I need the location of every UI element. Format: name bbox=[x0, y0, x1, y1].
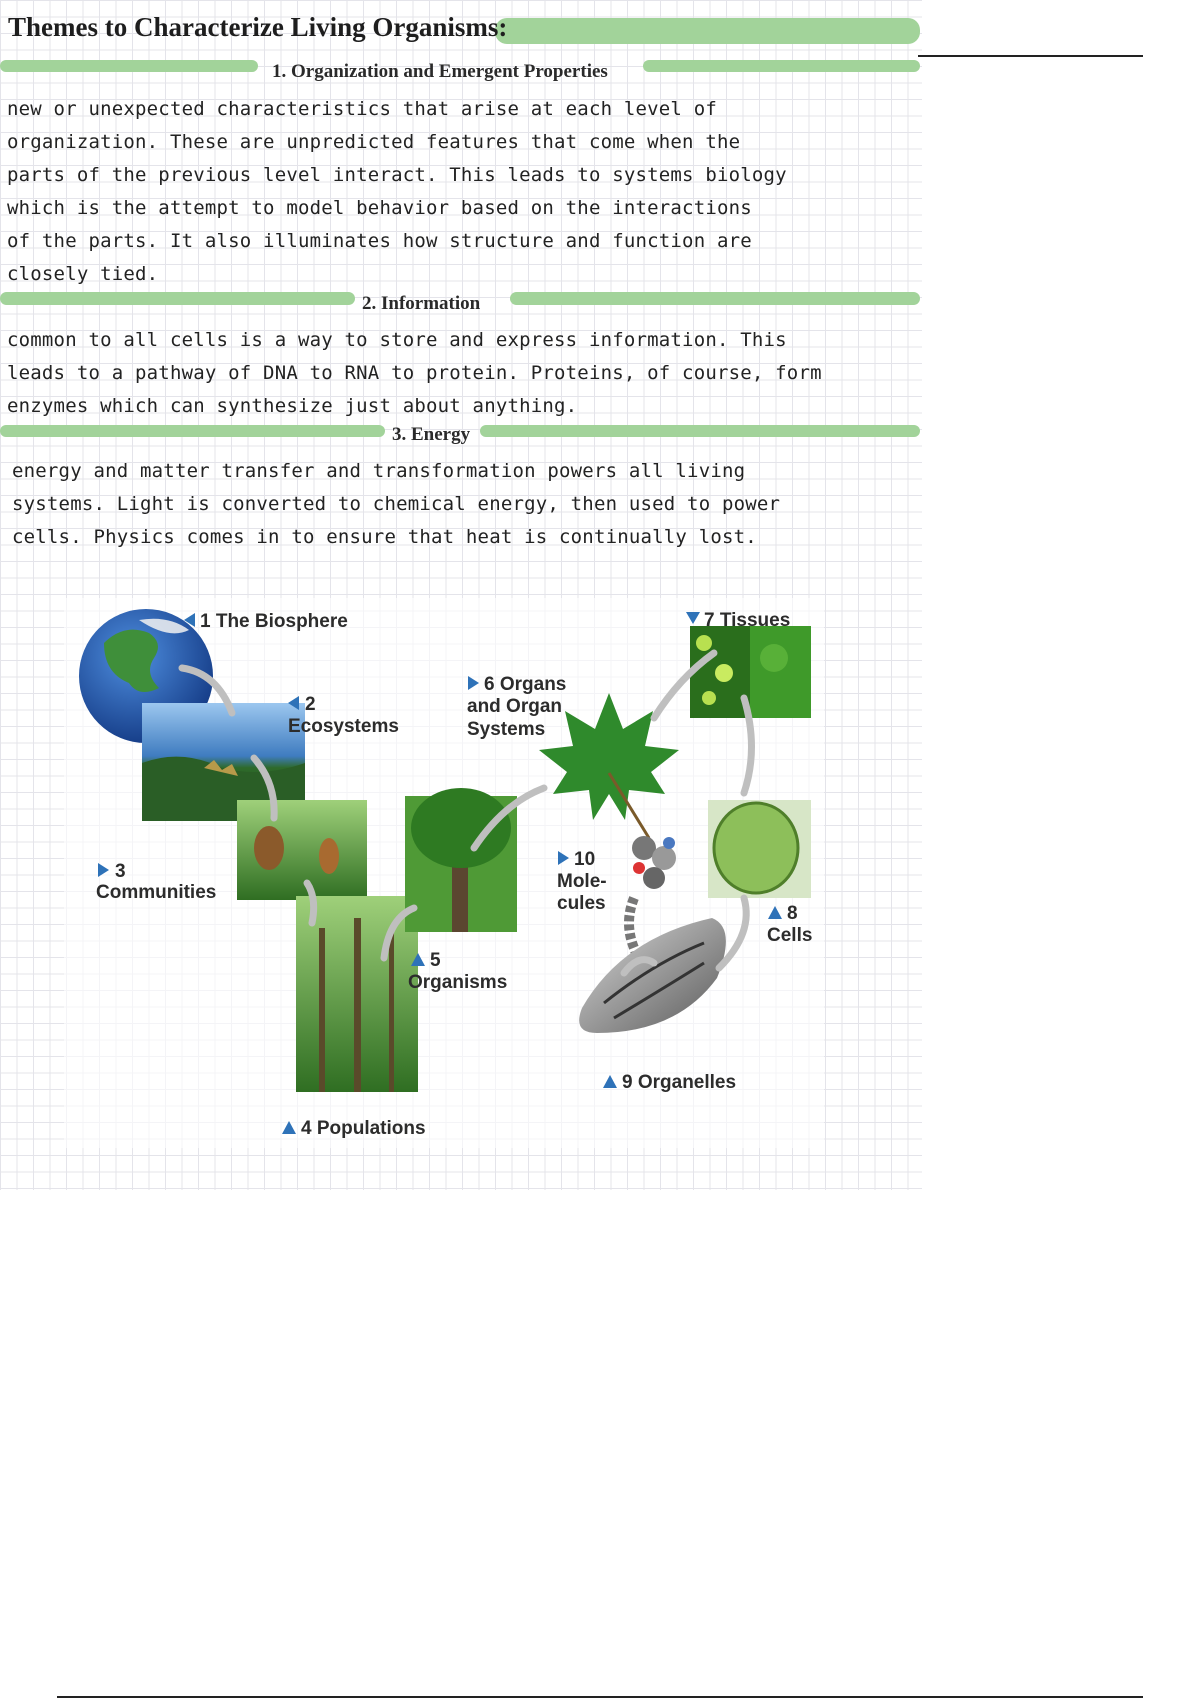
label-organs-line3: Systems bbox=[467, 719, 546, 740]
note-line: closely tied. bbox=[7, 263, 159, 285]
label-communities-num: 3 bbox=[115, 861, 126, 882]
label-populations-text: 4 Populations bbox=[301, 1118, 426, 1139]
note-line: organization. These are unpredicted features that come when the bbox=[7, 131, 741, 153]
note-line: enzymes which can synthesize just about anything. bbox=[7, 395, 578, 417]
section2-highlight-left bbox=[0, 292, 355, 305]
label-cells-num: 8 bbox=[787, 903, 798, 924]
title-highlight bbox=[495, 18, 920, 44]
section1-highlight-right bbox=[643, 60, 920, 72]
label-molecules-line1: Mole- bbox=[557, 871, 607, 892]
community-forest-image bbox=[237, 800, 367, 900]
section3-highlight-right bbox=[480, 425, 920, 437]
organism-tree-image bbox=[405, 788, 517, 932]
section1-highlight-left bbox=[0, 60, 258, 72]
note-line: cells. Physics comes in to ensure that heat is continually lost. bbox=[12, 526, 757, 548]
label-organelles-text: 9 Organelles bbox=[622, 1072, 737, 1093]
cell-micrograph-image bbox=[708, 800, 811, 898]
label-ecosystems-text: Ecosystems bbox=[288, 716, 399, 737]
note-line: systems. Light is converted to chemical energy, then used to power bbox=[12, 493, 781, 515]
section2-highlight-right bbox=[510, 292, 920, 305]
section3-highlight-left bbox=[0, 425, 385, 437]
label-tissues-text: 7 Tissues bbox=[704, 610, 791, 631]
note-line: new or unexpected characteristics that arise at each level of bbox=[7, 98, 717, 120]
section3-heading: 3. Energy bbox=[392, 424, 471, 445]
section1-notes bbox=[7, 93, 907, 291]
page-title: Themes to Characterize Living Organisms: bbox=[8, 12, 508, 42]
label-biosphere-text: 1 The Biosphere bbox=[200, 611, 348, 632]
note-line: energy and matter transfer and transformation powers all living bbox=[12, 460, 746, 482]
note-line: parts of the previous level interact. This leads to systems biology bbox=[7, 164, 787, 186]
label-molecules-line2: cules bbox=[557, 893, 606, 914]
label-communities-text: Communities bbox=[96, 882, 217, 903]
label-cells-text: Cells bbox=[767, 925, 813, 946]
top-rule-line bbox=[918, 55, 1143, 57]
section2-heading: 2. Information bbox=[362, 293, 481, 314]
label-biosphere bbox=[184, 611, 348, 632]
label-organelles bbox=[603, 1072, 736, 1093]
note-line: common to all cells is a way to store and express information. This bbox=[7, 329, 787, 351]
section1-heading: 1. Organization and Emergent Properties bbox=[272, 61, 608, 82]
label-populations bbox=[282, 1118, 426, 1139]
section3-notes bbox=[12, 455, 912, 554]
section2-notes bbox=[7, 324, 907, 423]
note-line: which is the attempt to model behavior based on the interactions bbox=[7, 197, 752, 219]
label-organisms-text: Organisms bbox=[408, 972, 508, 993]
label-organs-line1: 6 Organs bbox=[484, 674, 567, 695]
tissue-micrograph-image bbox=[690, 626, 811, 718]
label-ecosystems-num: 2 bbox=[305, 694, 316, 715]
label-organisms-num: 5 bbox=[430, 950, 441, 971]
label-organs-line2: and Organ bbox=[467, 696, 563, 717]
note-line: of the parts. It also illuminates how structure and function are bbox=[7, 230, 752, 252]
label-molecules-num: 10 bbox=[574, 849, 596, 870]
note-line: leads to a pathway of DNA to RNA to protein. Proteins, of course, form bbox=[7, 362, 822, 384]
bottom-rule-line bbox=[57, 1696, 1143, 1698]
levels-of-organization-figure bbox=[64, 598, 824, 1148]
